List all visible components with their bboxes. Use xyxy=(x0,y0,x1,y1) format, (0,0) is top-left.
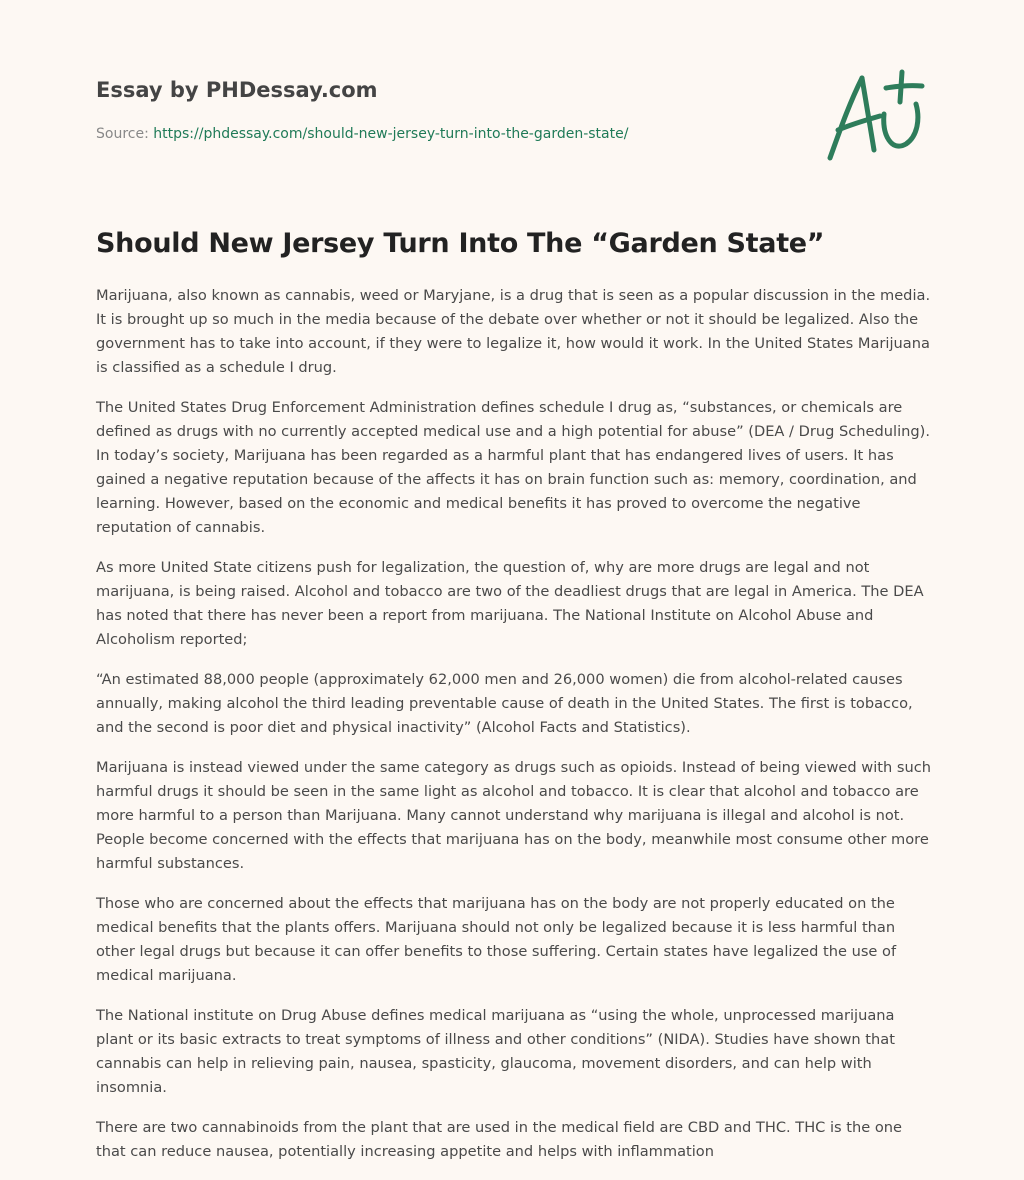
essay-paragraph: Marijuana is instead viewed under the same category as drugs such as opioids. Instead of being viewed with such harmful drugs it should be seen in the same light as alcohol and tobacco. It is clear that alcohol and tobacco are more harmful to a person than Marijuana. Many cannot understand why marijuana is illegal and alcohol is not. People become concerned with the effects that marijuana has on the body, meanwhile most consume other more harmful substances. xyxy=(96,759,931,872)
essay-paragraph: The United States Drug Enforcement Administration defines schedule I drug as, “substances, or chemicals are defined as drugs with no currently accepted medical use and a high potential for abuse” (DEA / Drug Scheduling). In today’s society, Marijuana has been regarded as a harmful plant that has endangered lives of users. It has gained a negative reputation because of the affects it has on brain function such as: memory, coordination, and learning. However, based on the economic and medical benefits it has proved to overcome the negative reputation of cannabis. xyxy=(96,399,930,536)
essay-title: Should New Jersey Turn Into The “Garden State” xyxy=(96,228,825,259)
essay-paragraph: As more United State citizens push for legalization, the question of, why are more drugs are legal and not marijuana, is being raised. Alcohol and tobacco are two of the deadliest drugs that are legal in America. The DEA has noted that there has never been a report from marijuana. The National Institute on Alcohol Abuse and Alcoholism reported; xyxy=(96,559,924,648)
site-brand: Essay by PHDessay.com xyxy=(96,78,378,102)
essay-body xyxy=(96,284,932,1180)
essay-paragraph: There are two cannabinoids from the plant that are used in the medical field are CBD and THC. THC is the one that can reduce nausea, potentially increasing appetite and helps with inflammation xyxy=(96,1119,903,1160)
essay-paragraph: Those who are concerned about the effects that marijuana has on the body are not properly educated on the medical benefits that the plants offers. Marijuana should not only be legalized because it is less harmful than other legal drugs but because it can offer benefits to those suffering. Certain states have legalized the use of medical marijuana. xyxy=(96,895,897,984)
essay-paragraph: “An estimated 88,000 people (approximately 62,000 men and 26,000 women) die from alcohol-related causes annually, making alcohol the third leading preventable cause of death in the United States. The first is tobacco, and the second is poor diet and physical inactivity” (Alcohol Facts and Statistics). xyxy=(96,671,913,736)
essay-paragraph: Marijuana, also known as cannabis, weed or Maryjane, is a drug that is seen as a popular discussion in the media. It is brought up so much in the media because of the debate over whether or not it should be legalized. Also the government has to take into account, if they were to legalize it, how would it work. In the United States Marijuana is classified as a schedule I drug. xyxy=(96,287,931,376)
source-label: Source: xyxy=(96,126,154,142)
essay-paragraph: The National institute on Drug Abuse defines medical marijuana as “using the whole, unprocessed marijuana plant or its basic extracts to treat symptoms of illness and other conditions” (NIDA). Studies have shown that cannabis can help in relieving pain, nausea, spasticity, glaucoma, movement disorders, and can help with insomnia. xyxy=(96,1007,895,1096)
a-plus-logo-icon xyxy=(820,66,930,166)
essay-header xyxy=(96,76,796,144)
source-link[interactable]: https://phdessay.com/should-new-jersey-turn-into-the-garden-state/ xyxy=(153,126,629,142)
source-line xyxy=(96,124,796,144)
